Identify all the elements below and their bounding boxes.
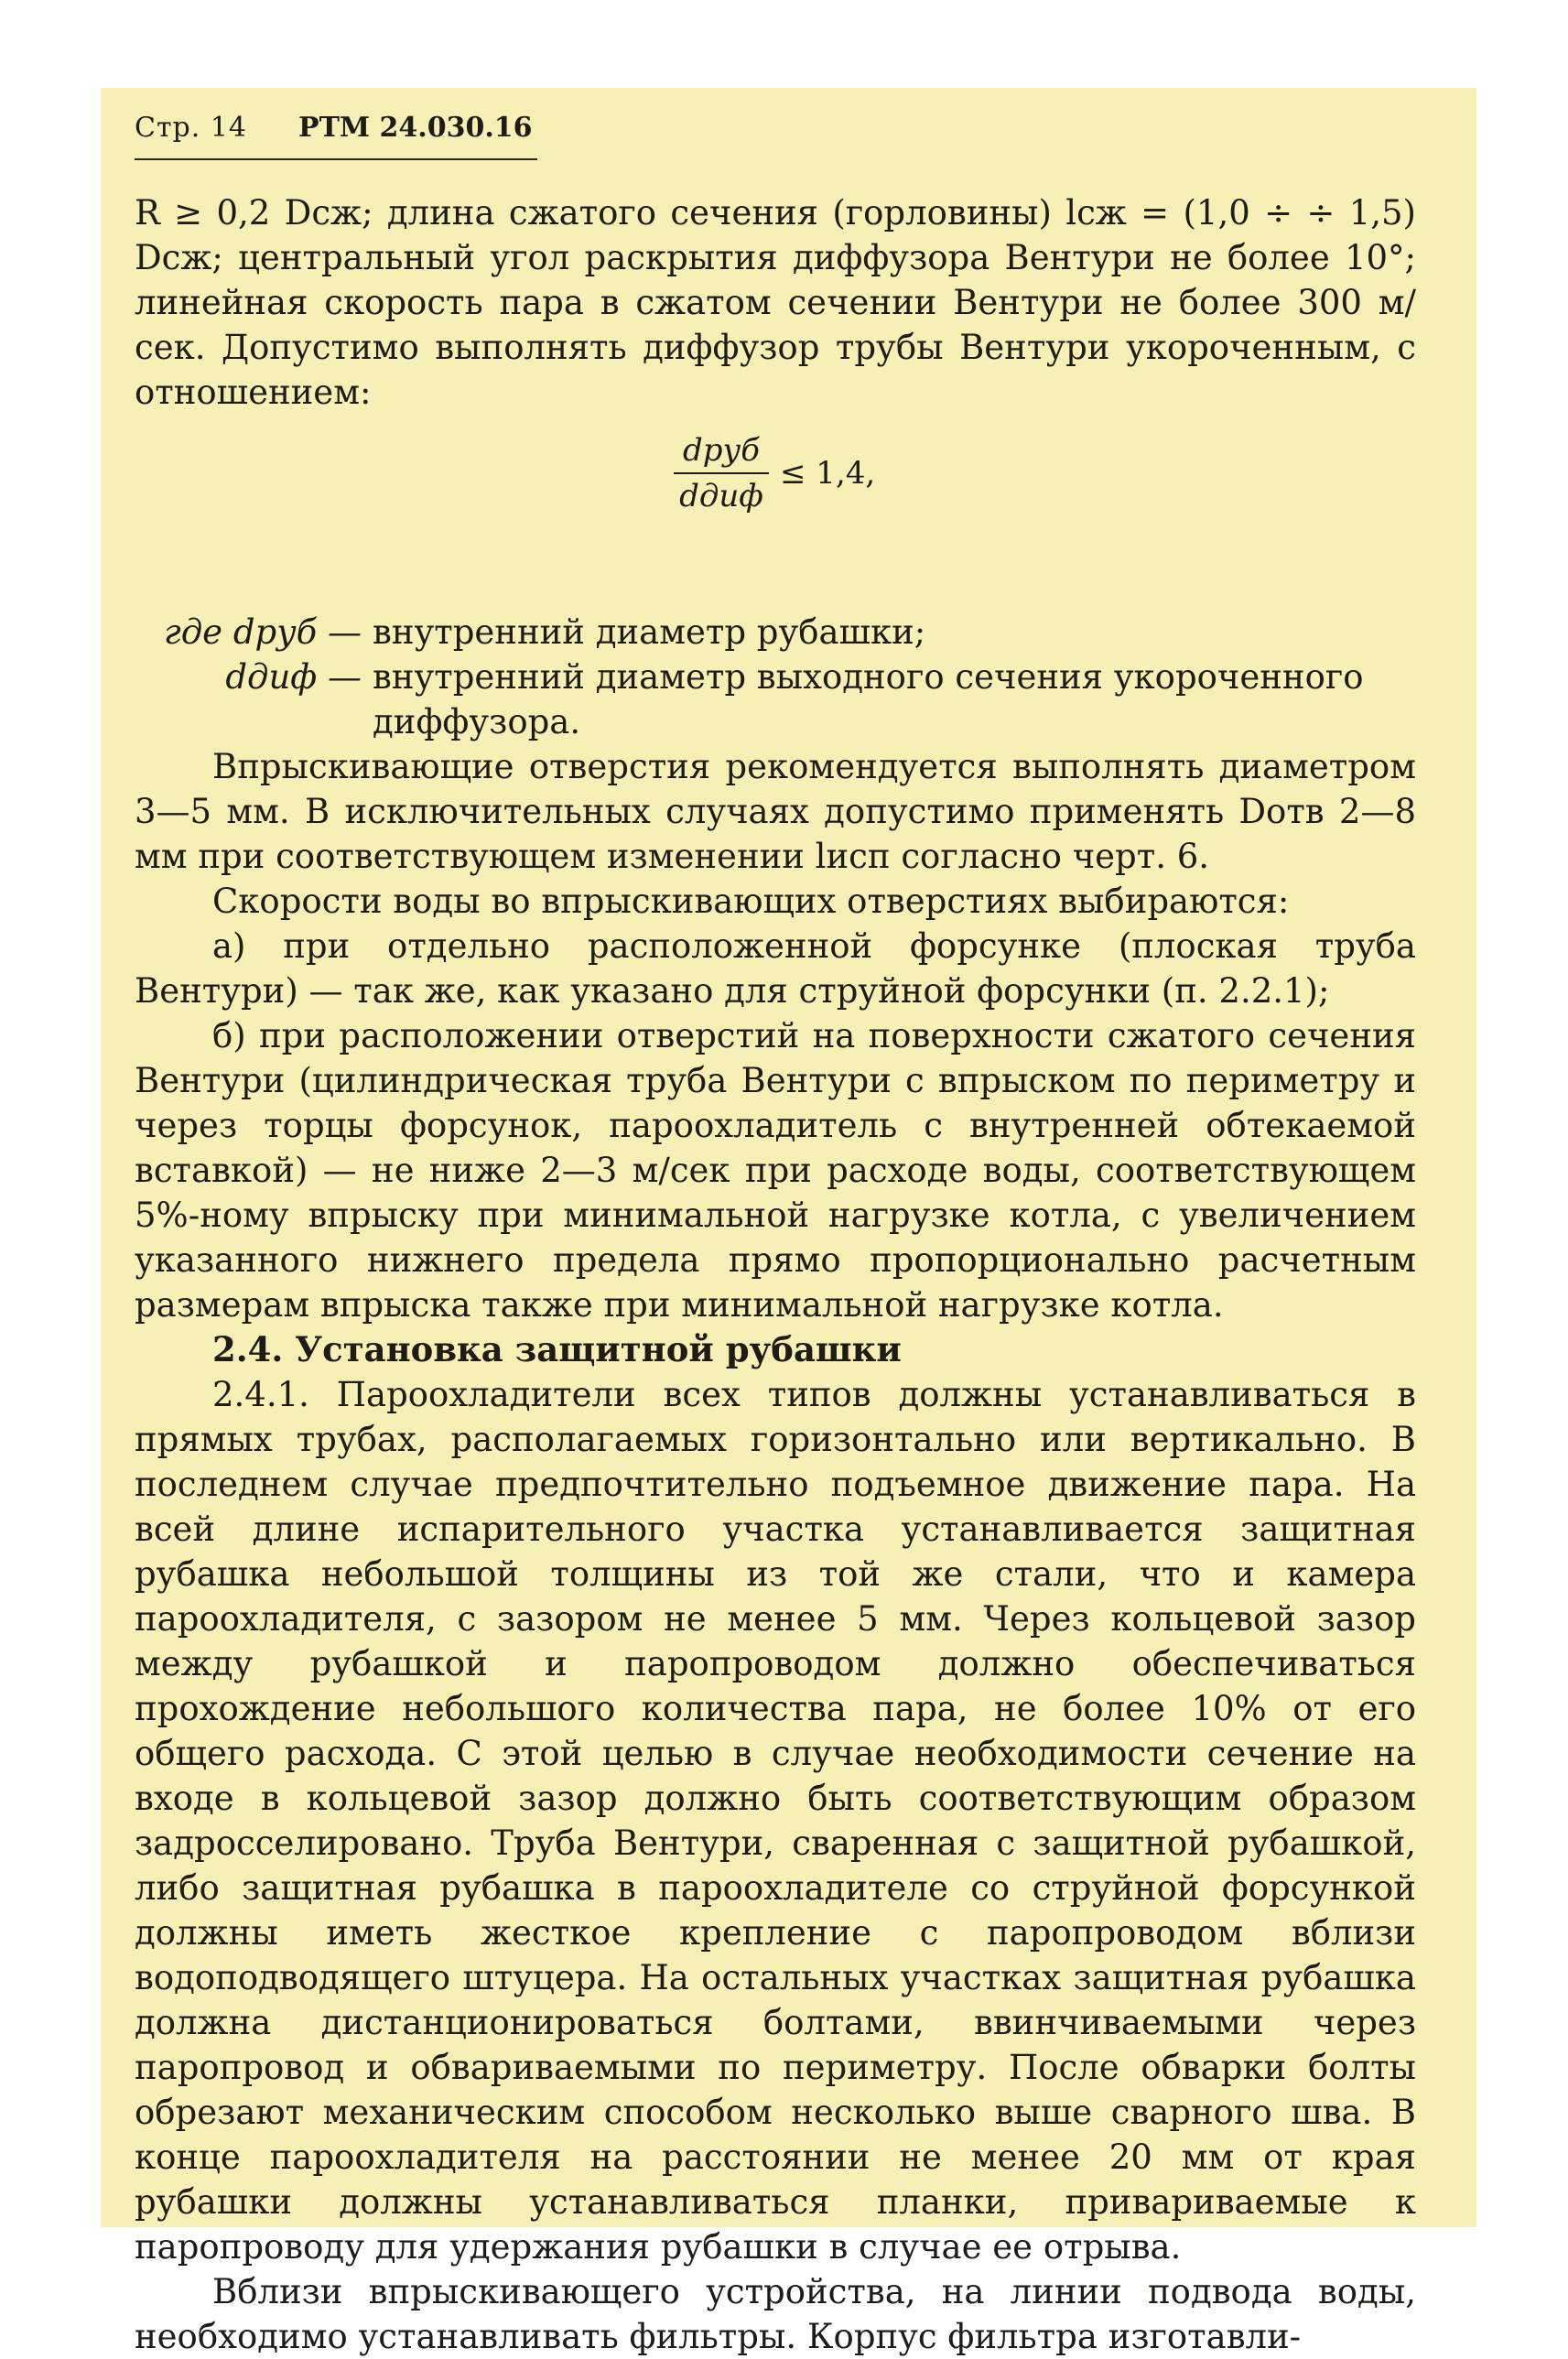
top-paragraph: R ≥ 0,2 Dсж; длина сжатого сечения (горловины) lсж = (1,0 ÷ ÷ 1,5) Dсж; центральный угол раскрытия диффузора Вентури не более 10°; линейная скорость пара в сжатом сечении Вентури не более 300 м/сек. Допустимо выполнять диффузор трубы Вентури укороченным, с отношением: <box>135 193 1416 412</box>
ratio-formula <box>674 432 875 514</box>
where-definition: внутренний диаметр выходного сечения укороченного <box>373 657 1364 697</box>
where-symbol: где dруб — <box>164 612 362 652</box>
page-header <box>135 112 533 144</box>
where-row <box>135 655 1416 699</box>
paragraph-water-velocity: Скорости воды во впрыскивающих отверстиях выбираются: <box>212 882 1290 921</box>
section-heading: 2.4. Установка защитной рубашки <box>212 1329 902 1369</box>
formula-fraction <box>674 432 769 514</box>
formula-numerator: dруб <box>674 432 769 474</box>
paragraph-filters: Вблизи впрыскивающего устройства, на линии подвода воды, необходимо устанавливать фильтры. Корпус фильтра изготавли- <box>135 2272 1416 2356</box>
formula-denominator: dдиф <box>679 478 763 514</box>
paragraph-item-b: б) при расположении отверстий на поверхности сжатого сечения Вентури (цилиндрическая труба Вентури с впрыском по периметру и через торцы форсунок, пароохладитель с внутренней обтекаемой вставкой) — не ниже 2—3 м/сек при расходе воды, соответствующем 5%-ному впрыску при минимальной нагрузке котла, с увеличением указанного нижнего предела прямо пропорционально расчетным размерам впрыска также при минимальной нагрузке котла. <box>135 1016 1416 1325</box>
top-paragraph-block <box>135 190 1416 415</box>
where-continuation: диффузора. <box>373 702 581 741</box>
formula-relation: ≤ 1,4, <box>780 455 876 492</box>
where-symbol: dдиф — <box>225 657 362 697</box>
body-text <box>135 744 1416 2359</box>
where-row <box>135 610 1416 655</box>
where-block <box>135 610 1416 744</box>
header-rule <box>135 158 537 160</box>
paragraph-2-4-1: 2.4.1. Пароохладители всех типов должны устанавливаться в прямых трубах, располагаемых горизонтально или вертикально. В последнем случае предпочтительно подъемное движение пара. На всей длине испарительного участка устанавливается защитная рубашка небольшой толщины из той же стали, что и камера пароохладителя, с зазором не менее 5 мм. Через кольцевой зазор между рубашкой и паропроводом должно обеспечиваться прохождение небольшого количества пара, не более 10% от его общего расхода. С этой целью в случае необходимости сечение на входе в кольцевой зазор должно быть соответствующим образом задросселировано. Труба Вентури, сваренная с защитной рубашкой, либо защитная рубашка в пароохладителе со струйной форсункой должны иметь жесткое крепление с паропроводом вблизи водоподводящего штуцера. На остальных участках защитная рубашка должна дистанционироваться болтами, ввинчиваемыми через паропровод и обвариваемыми по периметру. После обварки болты обрезают механическим способом несколько выше сварного шва. В конце пароохладителя на расстоянии не менее 20 мм от края рубашки должны устанавливаться планки, привариваемые к паропроводу для удержания рубашки в случае ее отрыва. <box>135 1375 1416 2267</box>
document-code: РТМ 24.030.16 <box>298 112 533 144</box>
where-definition: внутренний диаметр рубашки; <box>373 612 926 652</box>
paragraph-item-a: а) при отдельно расположенной форсунке (плоская труба Вентури) — так же, как указано для струйной форсунки (п. 2.2.1); <box>135 926 1416 1011</box>
document-page <box>101 88 1476 2356</box>
paragraph-orifice-diameter: Впрыскивающие отверстия рекомендуется выполнять диаметром 3—5 мм. В исключительных случаях допустимо применять Dотв 2—8 мм при соответствующем изменении lисп согласно черт. 6. <box>135 747 1416 876</box>
page-number: Стр. 14 <box>135 112 248 144</box>
